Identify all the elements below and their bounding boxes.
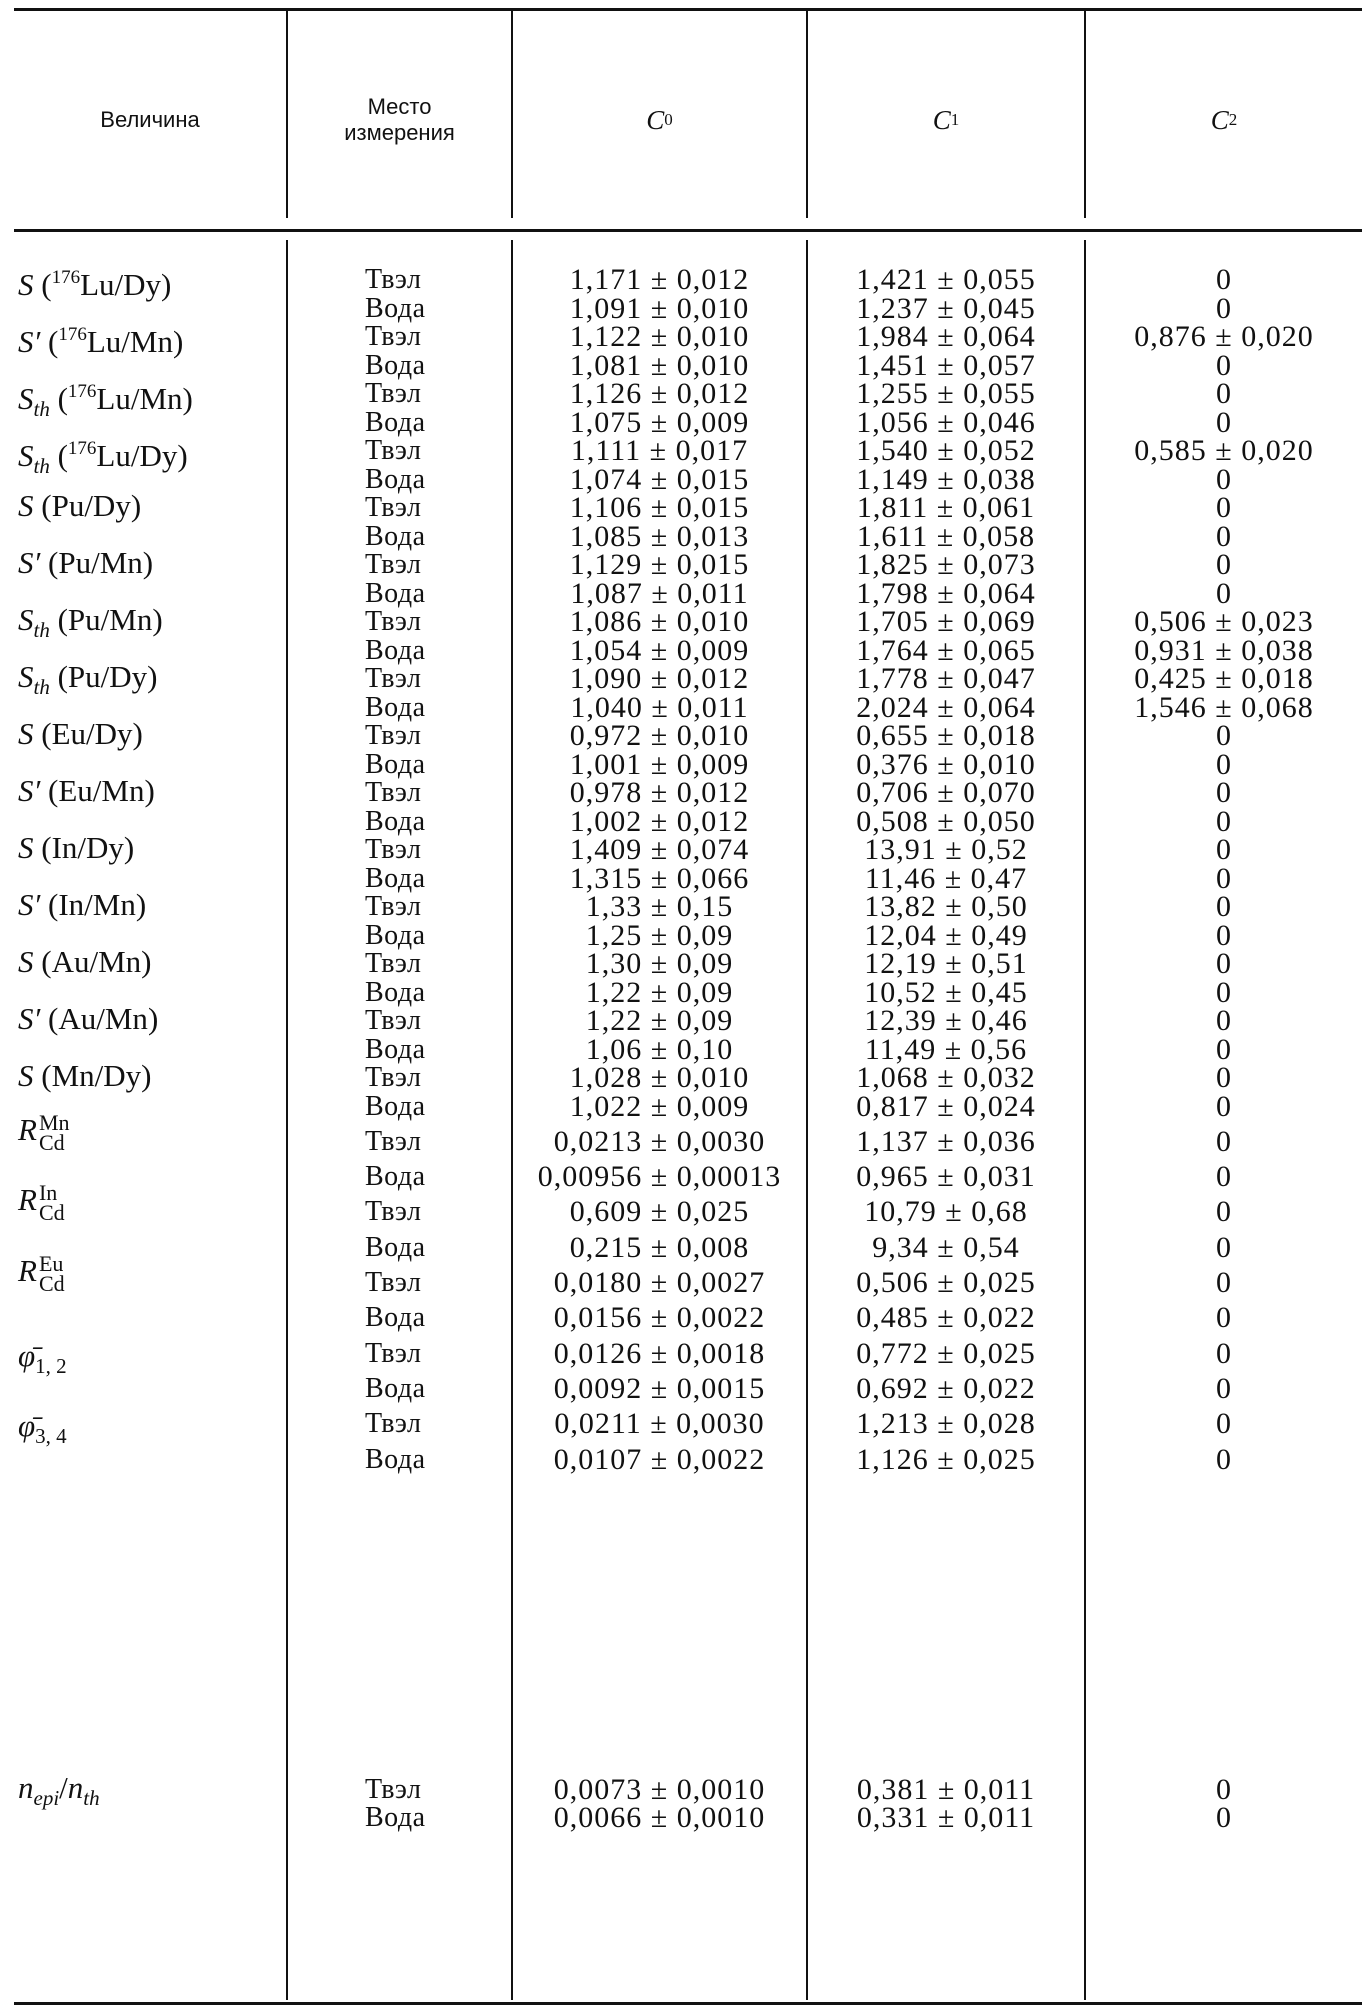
- c0-cell: 1,122 ± 0,010: [569, 320, 750, 353]
- header-c2: [1086, 80, 1362, 160]
- c2-cell: 0: [1216, 947, 1232, 980]
- cadmium-ratio-sub: Cd: [38, 1200, 65, 1226]
- quantity-ratio: Mn/Dy: [51, 1058, 142, 1093]
- c2-cell: 0: [1216, 747, 1232, 781]
- place-cell: Твэл: [365, 1062, 422, 1093]
- header-c0: [513, 80, 806, 160]
- place-cell: Твэл: [365, 777, 422, 808]
- c0-cell: 1,315 ± 0,066: [569, 861, 750, 895]
- place-cell: Вода: [365, 292, 426, 324]
- column-divider: [286, 240, 288, 2000]
- place-cell: Вода: [365, 748, 426, 780]
- quantity-symbol: S: [18, 602, 34, 637]
- c1-cell: 9,34 ± 0,54: [872, 1230, 1020, 1264]
- c2-cell: 0: [1216, 1124, 1232, 1158]
- c0-cell: 1,028 ± 0,010: [569, 1061, 750, 1094]
- c2-cell: 0: [1216, 1230, 1232, 1264]
- place-cell: Вода: [365, 406, 426, 438]
- c2-cell: 0: [1216, 776, 1232, 809]
- quantity-ratio: Lu/Mn: [86, 324, 173, 359]
- quantity-cell: $S_{th}$ (Pu/Mn): [18, 602, 163, 642]
- c0-cell: 1,022 ± 0,009: [569, 1089, 750, 1123]
- c1-cell: 0,506 ± 0,025: [856, 1266, 1036, 1299]
- c0-cell: 1,090 ± 0,012: [569, 662, 750, 695]
- c0-cell: 1,086 ± 0,010: [569, 605, 750, 638]
- c1-cell: 1,149 ± 0,038: [856, 462, 1036, 496]
- place-cell: Вода: [365, 1231, 426, 1263]
- c0-cell: 0,0211 ± 0,0030: [554, 1407, 765, 1441]
- c1-cell: 1,811 ± 0,061: [856, 491, 1036, 524]
- c0-cell: 0,215 ± 0,008: [569, 1230, 750, 1264]
- c0-cell: 1,111 ± 0,017: [570, 434, 749, 467]
- c2-cell: 0: [1216, 719, 1232, 752]
- c0-cell: 1,409 ± 0,074: [569, 833, 750, 866]
- c2-cell: 0: [1216, 1407, 1232, 1441]
- c2-cell: 0: [1216, 1032, 1232, 1066]
- header-place-label: Место измерения: [344, 94, 455, 145]
- quantity-symbol: S′: [18, 1001, 41, 1036]
- c1-cell: 1,825 ± 0,073: [856, 548, 1036, 581]
- place-cell: Твэл: [365, 891, 422, 922]
- place-cell: Вода: [365, 919, 426, 951]
- quantity-symbol: S: [18, 267, 34, 302]
- place-cell: Вода: [365, 1302, 426, 1334]
- cadmium-ratio-cell: [18, 1180, 65, 1226]
- quantity-symbol: S′: [18, 545, 41, 580]
- c2-cell: 0: [1216, 1442, 1232, 1476]
- c1-cell: 1,126 ± 0,025: [856, 1442, 1036, 1476]
- quantity-ratio: Pu/Dy: [51, 488, 131, 523]
- c2-cell: 0: [1216, 405, 1232, 439]
- quantity-cell: S (In/Dy): [18, 830, 135, 865]
- place-cell: Вода: [365, 1802, 426, 1833]
- c0-cell: 1,002 ± 0,012: [569, 804, 750, 838]
- quantity-cell: S′ (In/Mn): [18, 887, 147, 922]
- quantity-ratio: Au/Mn: [58, 1001, 148, 1036]
- place-cell: Вода: [365, 349, 426, 381]
- c1-cell: 0,772 ± 0,025: [856, 1336, 1036, 1370]
- isotope-mass: 176: [67, 438, 97, 459]
- quantity-cell: S′ (Au/Mn): [18, 1001, 159, 1036]
- place-cell: Твэл: [365, 378, 422, 409]
- c1-cell: 1,451 ± 0,057: [856, 348, 1036, 382]
- c2-cell: 0,506 ± 0,023: [1134, 605, 1314, 638]
- c1-cell: 0,706 ± 0,070: [856, 776, 1036, 809]
- c0-cell: 1,074 ± 0,015: [569, 462, 750, 496]
- c0-cell: 1,054 ± 0,009: [569, 633, 750, 667]
- neutron-ratio-cell: $n_{epi}/n_{th}$: [18, 1770, 100, 1810]
- c0-cell: 1,129 ± 0,015: [569, 548, 750, 581]
- c0-cell: 1,081 ± 0,010: [569, 348, 750, 382]
- c1-cell: 11,46 ± 0,47: [864, 861, 1028, 895]
- cadmium-ratio-indices: [38, 1109, 70, 1155]
- ratio-denominator: n: [67, 1770, 84, 1805]
- header-c0-sub: 0: [664, 110, 673, 129]
- place-cell: Твэл: [365, 1774, 422, 1805]
- c1-cell: 13,82 ± 0,50: [864, 890, 1028, 923]
- c2-cell: 0: [1216, 1266, 1232, 1299]
- c2-cell: 0: [1216, 1773, 1232, 1806]
- c1-cell: 0,381 ± 0,011: [856, 1773, 1036, 1806]
- c1-cell: 2,024 ± 0,064: [856, 690, 1036, 724]
- quantity-cell: S′ (Pu/Mn): [18, 545, 154, 580]
- c1-cell: 12,04 ± 0,49: [864, 918, 1028, 952]
- quantity-subscript: th: [33, 618, 50, 642]
- flux-ratio-cell: [18, 1338, 67, 1384]
- quantity-cell: S (Mn/Dy): [18, 1058, 152, 1093]
- c2-cell: 0: [1216, 1336, 1232, 1370]
- c1-cell: 1,137 ± 0,036: [856, 1124, 1036, 1158]
- cadmium-ratio-indices: [38, 1180, 65, 1226]
- c0-cell: 0,0213 ± 0,0030: [553, 1124, 766, 1158]
- header-quantity-label: Величина: [100, 107, 200, 132]
- quantity-symbol: R: [18, 1111, 37, 1147]
- c1-cell: 1,213 ± 0,028: [856, 1407, 1036, 1441]
- c2-cell: 0: [1216, 519, 1232, 553]
- c2-cell: 0: [1216, 861, 1232, 895]
- flux-symbol: φ̄: [18, 1337, 36, 1373]
- c2-cell: 0: [1216, 833, 1232, 866]
- header-c1-sub: 1: [950, 110, 960, 129]
- flux-subscript: 3, 4: [35, 1424, 67, 1449]
- place-cell: Вода: [365, 805, 426, 837]
- c2-cell: 0: [1216, 1004, 1232, 1037]
- quantity-cell: S (Eu/Dy): [18, 716, 143, 751]
- c0-cell: 0,0180 ± 0,0027: [553, 1266, 766, 1299]
- c0-cell: 0,0092 ± 0,0015: [553, 1371, 766, 1405]
- quantity-cell: $S_{th}$ ($^{176}$Lu/Dy): [18, 438, 188, 478]
- c2-cell: 0,585 ± 0,020: [1134, 434, 1314, 467]
- c1-cell: 11,49 ± 0,56: [864, 1032, 1028, 1066]
- place-cell: Вода: [365, 691, 426, 723]
- quantity-ratio: Lu/Dy: [96, 438, 178, 473]
- quantity-ratio: Pu/Mn: [58, 545, 143, 580]
- place-cell: Твэл: [365, 834, 422, 865]
- c2-cell: 0,425 ± 0,018: [1134, 662, 1314, 695]
- header-quantity: [14, 80, 286, 160]
- c1-cell: 0,331 ± 0,011: [856, 1801, 1036, 1834]
- c1-cell: 0,965 ± 0,031: [856, 1160, 1036, 1194]
- header-c0-base: C: [646, 105, 665, 135]
- c2-cell: 0,931 ± 0,038: [1134, 633, 1314, 667]
- quantity-ratio: Au/Mn: [51, 944, 142, 979]
- c1-cell: 0,692 ± 0,022: [856, 1371, 1036, 1405]
- c0-cell: 1,087 ± 0,011: [570, 576, 749, 610]
- ratio-denominator-sub: th: [83, 1786, 100, 1810]
- c2-cell: 0: [1216, 576, 1232, 610]
- c0-cell: 1,091 ± 0,010: [569, 291, 750, 325]
- place-cell: Твэл: [365, 663, 422, 694]
- c2-cell: 0,876 ± 0,020: [1134, 320, 1314, 353]
- table-header-rule: [14, 229, 1362, 232]
- place-cell: Твэл: [365, 1125, 422, 1157]
- c2-cell: 0: [1216, 1061, 1232, 1094]
- c2-cell: 0: [1216, 1160, 1232, 1194]
- c2-cell: 0: [1216, 918, 1232, 952]
- place-cell: Твэл: [365, 492, 422, 523]
- c1-cell: 10,52 ± 0,45: [864, 975, 1028, 1009]
- c0-cell: 1,22 ± 0,09: [585, 1004, 734, 1037]
- quantity-symbol: R: [18, 1253, 37, 1288]
- c1-cell: 1,764 ± 0,065: [856, 633, 1036, 667]
- table-bottom-rule: [14, 2002, 1362, 2005]
- cadmium-ratio-sup: In: [38, 1180, 58, 1206]
- c0-cell: 1,30 ± 0,09: [585, 947, 734, 980]
- c2-cell: 0: [1216, 462, 1232, 496]
- c2-cell: 0: [1216, 348, 1232, 382]
- quantity-ratio: Eu/Mn: [58, 773, 145, 808]
- c0-cell: 0,0126 ± 0,0018: [553, 1336, 766, 1370]
- c1-cell: 1,056 ± 0,046: [856, 405, 1036, 439]
- place-cell: Твэл: [365, 1408, 422, 1440]
- quantity-ratio: Lu/Dy: [80, 267, 162, 302]
- c0-cell: 1,001 ± 0,009: [569, 747, 750, 781]
- c0-cell: 1,040 ± 0,011: [570, 690, 749, 724]
- cadmium-ratio-sub: Cd: [38, 1270, 65, 1296]
- quantity-subscript: th: [33, 675, 50, 699]
- c2-cell: 0: [1216, 1801, 1232, 1834]
- table-top-rule: [14, 8, 1362, 11]
- quantity-ratio: Pu/Dy: [67, 659, 148, 694]
- c2-cell: 1,546 ± 0,068: [1134, 690, 1314, 724]
- quantity-cell: S′ ($^{176}$Lu/Mn): [18, 324, 184, 359]
- quantity-symbol: S: [18, 659, 34, 694]
- place-cell: Твэл: [365, 549, 422, 580]
- c1-cell: 1,611 ± 0,058: [856, 519, 1036, 553]
- quantity-cell: S (Pu/Dy): [18, 488, 142, 523]
- c1-cell: 10,79 ± 0,68: [864, 1195, 1028, 1229]
- c1-cell: 0,817 ± 0,024: [856, 1089, 1036, 1123]
- isotope-mass: 176: [51, 267, 81, 288]
- c1-cell: 1,798 ± 0,064: [856, 576, 1036, 610]
- c1-cell: 12,39 ± 0,46: [864, 1004, 1028, 1037]
- ratio-numerator: n: [18, 1770, 34, 1805]
- quantity-symbol: S: [18, 716, 34, 751]
- c1-cell: 1,778 ± 0,047: [856, 662, 1036, 695]
- c2-cell: 0: [1216, 890, 1232, 923]
- c0-cell: 0,972 ± 0,010: [569, 719, 750, 752]
- place-cell: Вода: [365, 1443, 426, 1475]
- quantity-cell: $S_{th}$ ($^{176}$Lu/Mn): [18, 381, 193, 421]
- quantity-symbol: S: [18, 1058, 34, 1093]
- place-cell: Твэл: [365, 435, 422, 466]
- quantity-subscript: th: [33, 397, 50, 421]
- place-cell: Вода: [365, 862, 426, 894]
- place-cell: Вода: [365, 976, 426, 1008]
- quantity-subscript: th: [33, 454, 50, 478]
- quantity-symbol: S′: [18, 773, 41, 808]
- quantity-ratio: Lu/Mn: [96, 381, 183, 416]
- c0-cell: 0,609 ± 0,025: [569, 1195, 750, 1229]
- c1-cell: 12,19 ± 0,51: [864, 947, 1028, 980]
- c1-cell: 1,421 ± 0,055: [856, 263, 1036, 296]
- flux-ratio-cell: [18, 1408, 67, 1454]
- c1-cell: 1,984 ± 0,064: [856, 320, 1036, 353]
- quantity-ratio: Eu/Dy: [51, 716, 133, 751]
- c0-cell: 0,00956 ± 0,00013: [537, 1160, 782, 1194]
- c0-cell: 0,0107 ± 0,0022: [553, 1442, 766, 1476]
- quantity-symbol: S: [18, 381, 34, 416]
- quantity-symbol: R: [18, 1182, 37, 1218]
- c0-cell: 0,0073 ± 0,0010: [553, 1773, 766, 1806]
- c0-cell: 1,25 ± 0,09: [585, 918, 734, 952]
- c0-cell: 0,0156 ± 0,0022: [553, 1301, 766, 1335]
- place-cell: Вода: [365, 1161, 426, 1193]
- c1-cell: 1,068 ± 0,032: [856, 1061, 1036, 1094]
- place-cell: Вода: [365, 463, 426, 495]
- quantity-symbol: S: [18, 438, 34, 473]
- place-cell: Твэл: [365, 948, 422, 979]
- place-cell: Твэл: [365, 321, 422, 352]
- c0-cell: 1,106 ± 0,015: [569, 491, 750, 524]
- place-cell: Твэл: [365, 606, 422, 637]
- quantity-ratio: Pu/Mn: [67, 602, 153, 637]
- quantity-cell: S′ (Eu/Mn): [18, 773, 155, 808]
- c1-cell: 0,376 ± 0,010: [856, 747, 1036, 781]
- place-cell: Вода: [365, 1090, 426, 1122]
- c2-cell: 0: [1216, 491, 1232, 524]
- place-cell: Твэл: [365, 720, 422, 751]
- place-cell: Твэл: [365, 264, 422, 295]
- flux-subscript: 1, 2: [35, 1353, 67, 1378]
- c1-cell: 1,237 ± 0,045: [856, 291, 1036, 325]
- c2-cell: 0: [1216, 1371, 1232, 1405]
- header-c1: [808, 80, 1084, 160]
- quantity-symbol: S: [18, 488, 34, 523]
- cadmium-ratio-sub: Cd: [38, 1129, 65, 1155]
- c1-cell: 13,91 ± 0,52: [864, 833, 1028, 866]
- c0-cell: 1,06 ± 0,10: [585, 1032, 734, 1066]
- c1-cell: 0,485 ± 0,022: [856, 1301, 1036, 1335]
- c2-cell: 0: [1216, 1195, 1232, 1229]
- c0-cell: 1,126 ± 0,012: [569, 377, 750, 410]
- quantity-symbol: S: [18, 944, 34, 979]
- c2-cell: 0: [1216, 804, 1232, 838]
- c2-cell: 0: [1216, 1089, 1232, 1123]
- place-cell: Вода: [365, 634, 426, 666]
- cadmium-ratio-indices: [38, 1250, 65, 1296]
- quantity-ratio: In/Dy: [51, 830, 124, 865]
- place-cell: Вода: [365, 1372, 426, 1404]
- header-c2-base: C: [1210, 105, 1229, 135]
- c2-cell: 0: [1216, 291, 1232, 325]
- cadmium-ratio-sup: Eu: [38, 1250, 64, 1276]
- place-cell: Вода: [365, 520, 426, 552]
- c0-cell: 0,0066 ± 0,0010: [553, 1801, 766, 1834]
- c2-cell: 0: [1216, 975, 1232, 1009]
- c2-cell: 0: [1216, 263, 1232, 296]
- c0-cell: 1,075 ± 0,009: [569, 405, 750, 439]
- c1-cell: 1,705 ± 0,069: [856, 605, 1036, 638]
- c0-cell: 1,085 ± 0,013: [569, 519, 750, 553]
- c0-cell: 1,22 ± 0,09: [585, 975, 734, 1009]
- place-cell: Твэл: [365, 1337, 422, 1369]
- header-place: [288, 80, 511, 160]
- header-c1-base: C: [932, 105, 951, 135]
- c0-cell: 1,171 ± 0,012: [569, 263, 750, 296]
- quantity-symbol: S′: [18, 887, 41, 922]
- c2-cell: 0: [1216, 377, 1232, 410]
- isotope-mass: 176: [58, 324, 87, 345]
- c2-cell: 0: [1216, 1301, 1232, 1335]
- quantity-cell: $S_{th}$ (Pu/Dy): [18, 659, 158, 699]
- c2-cell: 0: [1216, 548, 1232, 581]
- c0-cell: 1,33 ± 0,15: [585, 890, 734, 923]
- cadmium-ratio-sup: Mn: [38, 1109, 70, 1135]
- ratio-numerator-sub: epi: [33, 1786, 60, 1810]
- place-cell: Твэл: [365, 1005, 422, 1036]
- c1-cell: 1,540 ± 0,052: [856, 434, 1036, 467]
- c1-cell: 1,255 ± 0,055: [856, 377, 1036, 410]
- place-cell: Вода: [365, 577, 426, 609]
- flux-symbol: φ̄: [18, 1408, 36, 1444]
- cadmium-ratio-cell: [18, 1250, 65, 1296]
- quantity-symbol: S′: [18, 324, 41, 359]
- quantity-cell: S (Au/Mn): [18, 944, 152, 979]
- cadmium-ratio-cell: [18, 1109, 70, 1155]
- place-cell: Твэл: [365, 1267, 422, 1298]
- c1-cell: 0,655 ± 0,018: [856, 719, 1036, 752]
- quantity-ratio: In/Mn: [58, 887, 136, 922]
- quantity-cell: S ($^{176}$Lu/Dy): [18, 267, 172, 302]
- place-cell: Твэл: [365, 1196, 422, 1228]
- isotope-mass: 176: [67, 381, 97, 402]
- header-c2-sub: 2: [1228, 110, 1238, 129]
- c0-cell: 0,978 ± 0,012: [569, 776, 750, 809]
- c1-cell: 0,508 ± 0,050: [856, 804, 1036, 838]
- place-cell: Вода: [365, 1033, 426, 1065]
- quantity-symbol: S: [18, 830, 34, 865]
